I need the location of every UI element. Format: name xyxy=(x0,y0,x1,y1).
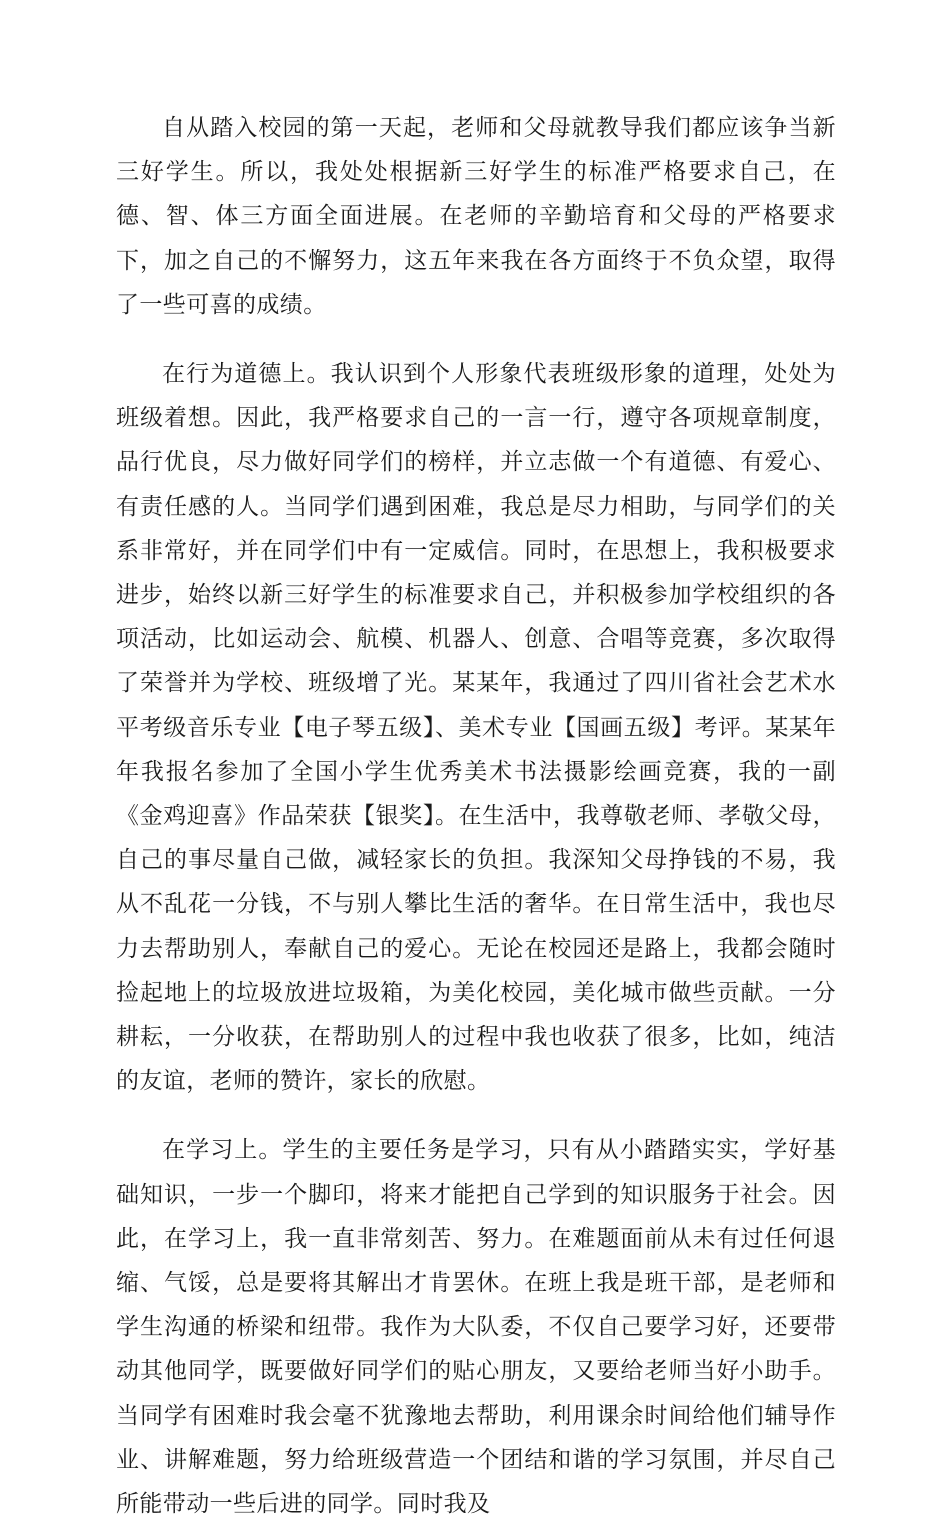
paragraph-moral-conduct: 在行为道德上。我认识到个人形象代表班级形象的道理，处处为班级着想。因此，我严格要求自己的一言一行，遵守各项规章制度，品行优良，尽力做好同学们的榜样，并立志做一个有道德、有爱心、有责任感的人。当同学们遇到困难，我总是尽力相助，与同学们的关系非常好，并在同学们中有一定威信。同时，在思想上，我积极要求进步，始终以新三好学生的标准要求自己，并积极参加学校组织的各项活动，比如运动会、航模、机器人、创意、合唱等竞赛，多次取得了荣誉并为学校、班级增了光。某某年，我通过了四川省社会艺术水平考级音乐专业【电子琴五级】、美术专业【国画五级】考评。某某年年我报名参加了全国小学生优秀美术书法摄影绘画竞赛，我的一副《金鸡迎喜》作品荣获【银奖】。在生活中，我尊敬老师、孝敬父母，自己的事尽量自己做，减轻家长的负担。我深知父母挣钱的不易，我从不乱花一分钱，不与别人攀比生活的奢华。在日常生活中，我也尽力去帮助别人，奉献自己的爱心。无论在校园还是路上，我都会随时捡起地上的垃圾放进垃圾箱，为美化校园，美化城市做些贡献。一分耕耘，一分收获，在帮助别人的过程中我也收获了很多，比如，纯洁的友谊，老师的赞许，家长的欣慰。 xyxy=(116,361,836,1095)
document-body xyxy=(116,106,836,1526)
paragraph-study: 在学习上。学生的主要任务是学习，只有从小踏踏实实，学好基础知识，一步一个脚印，将来才能把自己学到的知识服务于社会。因此，在学习上，我一直非常刻苦、努力。在难题面前从未有过任何退缩、气馁，总是要将其解出才肯罢休。在班上我是班干部，是老师和学生沟通的桥梁和纽带。我作为大队委，不仅自己要学习好，还要带动其他同学，既要做好同学们的贴心朋友，又要给老师当好小助手。当同学有困难时我会毫不犹豫地去帮助，利用课余时间给他们辅导作业、讲解难题，努力给班级营造一个团结和谐的学习氛围，并尽自己所能带动一些后进的同学。同时我及 xyxy=(116,1137,836,1518)
paragraph-intro: 自从踏入校园的第一天起，老师和父母就教导我们都应该争当新三好学生。所以，我处处根据新三好学生的标准严格要求自己，在德、智、体三方面全面进展。在老师的辛勤培育和父母的严格要求下，加之自己的不懈努力，这五年来我在各方面终于不负众望，取得了一些可喜的成绩。 xyxy=(116,115,836,318)
